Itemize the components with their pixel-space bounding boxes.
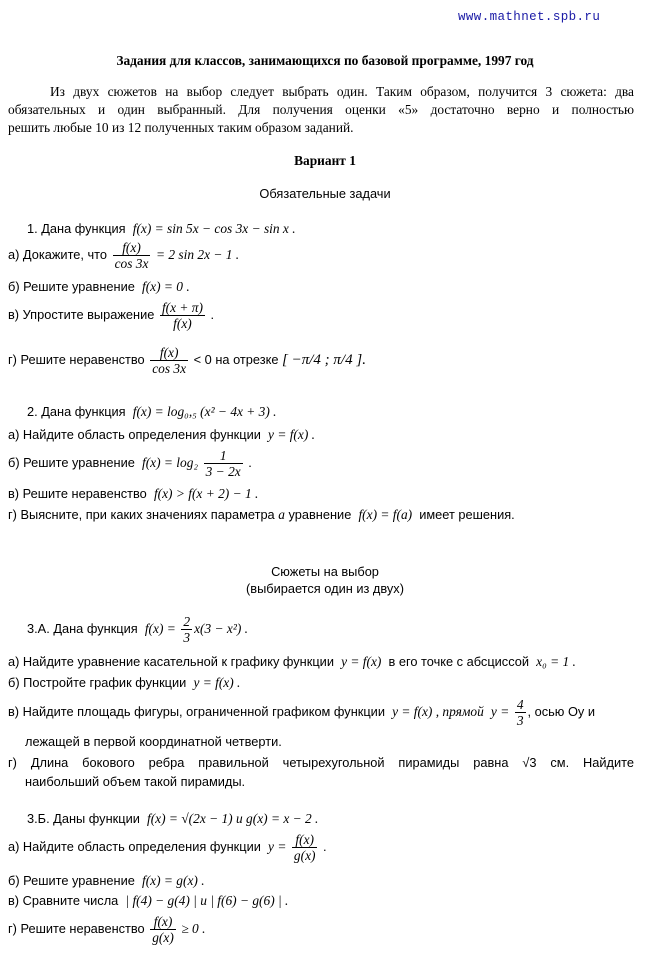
task3b-heading (27, 811, 318, 827)
task3b-a-text: а) Найдите область определения функции (8, 838, 261, 854)
task2-d-text: г) Выясните, при каких значениях параметра (8, 507, 275, 522)
task1-function: f(x) = sin 5x − cos 3x − sin x . (132, 221, 296, 236)
task2-d-param: a (278, 507, 285, 522)
task1-c-den: f(x) (173, 316, 192, 331)
task3a-c-rest: , осью Oy и (527, 703, 596, 719)
task3a-a-x0: x₀ = 1 . (536, 654, 576, 669)
variant-heading: Вариант 1 (294, 153, 356, 168)
page-title: Задания для классов, занимающихся по базовой программе, 1997 год (116, 53, 534, 68)
task2-b: б) Решите уравнение f(x) = log₂ $\frac{1}{3 - 2x}$ . (8, 448, 252, 479)
task2-b-fraction (204, 448, 243, 479)
intro-paragraph (8, 83, 634, 137)
task3a-b-formula: y = f(x) . (193, 675, 241, 690)
task2-b-formula: f(x) = log₂ (141, 454, 199, 470)
task2-b-num: 1 (204, 448, 243, 464)
task1-d-text: г) Решите неравенство (8, 351, 145, 367)
task2-d-formula: f(x) = f(a) (358, 507, 413, 522)
task3b-c-text: в) Сравните числа (8, 893, 119, 908)
task2-b-den: 3 − 2x (205, 464, 241, 479)
task3b-d-den: g(x) (152, 930, 174, 945)
task3a-fraction (181, 614, 192, 645)
task1-a (8, 240, 239, 271)
task3b-b-formula: f(x) = g(x) . (141, 873, 205, 888)
task2-c (8, 486, 258, 502)
task1-a-fraction (113, 240, 151, 271)
task1-c: в) Упростите выражение $\frac{f(x + \pi)}{f(x)}$ . (8, 300, 215, 331)
task1-a-rest: = 2 sin 2x − 1 . (155, 246, 240, 262)
task1-heading (27, 221, 296, 237)
task3a-a-formula: y = f(x) (341, 654, 382, 669)
task1-d-den: cos 3x (152, 361, 187, 376)
task3a-d-line2: наибольший объем такой пирамиды. (25, 774, 246, 789)
task3b-a-y: y = (268, 838, 287, 854)
task1-c-fraction (160, 300, 205, 331)
task3b-c (8, 893, 288, 909)
task1-c-num: f(x + π) (161, 300, 203, 315)
task3a-d-line1: г) Длина бокового ребра правильной четырехугольной пирамиды равна √3 см. Найдите (8, 755, 634, 770)
task3b-a: а) Найдите область определения функции y = $\frac{f(x)}{g(x)}$ . (8, 832, 327, 863)
task3a-b-text: б) Постройте график функции (8, 675, 187, 690)
task2-c-text: в) Решите неравенство (8, 486, 147, 501)
task3b-functions: f(x) = √(2x − 1) и g(x) = x − 2 . (147, 811, 319, 826)
task2-a (8, 427, 315, 443)
task3b-b-text: б) Решите уравнение (8, 873, 135, 888)
choice-heading: Сюжеты на выбор (271, 564, 379, 579)
task2-d-mid: уравнение (288, 507, 352, 522)
choice-subheading: (выбирается один из двух) (246, 581, 404, 596)
task3a-a (8, 654, 576, 670)
task2-d-end: имеет решения. (419, 507, 515, 522)
task1-label: 1. Дана функция (27, 221, 126, 236)
task3a-den: 3 (183, 630, 191, 645)
task1-b (8, 279, 190, 295)
task1-b-formula: f(x) = 0 . (141, 279, 190, 294)
task1-d-fraction (150, 345, 188, 376)
task2-d (8, 507, 515, 523)
task3b-label: 3.Б. Даны функции (27, 811, 140, 826)
task3a-f-right: x(3 − x²) . (194, 620, 249, 636)
task2-function: f(x) = log₀,₅ (x² − 4x + 3) . (132, 404, 277, 419)
intro-line-1: Из двух сюжетов на выбор следует выбрать один. Таким образом, получится 3 сюжета: два (50, 84, 634, 99)
task2-heading (27, 404, 277, 420)
task3a-f-left: f(x) = (144, 620, 176, 636)
task2-a-text: а) Найдите область определения функции (8, 427, 261, 442)
task3b-d-rest: ≥ 0 . (181, 920, 206, 936)
task2-label: 2. Дана функция (27, 404, 126, 419)
mandatory-heading: Обязательные задачи (259, 186, 391, 201)
task3a-b (8, 675, 240, 691)
task3a-c2: лежащей в первой координатной четверти. (25, 734, 282, 749)
task3a-c-num: 4 (516, 697, 524, 712)
task3a-c-y: y = (490, 703, 510, 719)
task2-c-formula: f(x) > f(x + 2) − 1 . (153, 486, 259, 501)
intro-line-2: обязательных и один выбранный. Для получения оценки «5» достаточно верно и полностью (8, 102, 634, 117)
task3b-d-text: г) Решите неравенство (8, 920, 145, 936)
site-url[interactable]: www.mathnet.spb.ru (458, 10, 601, 24)
task3b-d (8, 914, 205, 945)
intro-line-3: решить любые 10 из 12 полученных таким образом заданий. (8, 120, 354, 135)
task3a-a-text: а) Найдите уравнение касательной к графику функции (8, 654, 334, 669)
task3b-a-den: g(x) (293, 848, 316, 863)
task1-d-rest: < 0 на отрезке (193, 351, 279, 367)
task3a-a-rest: в его точке с абсциссой (388, 654, 530, 669)
task3a-heading (27, 614, 248, 645)
task2-b-text: б) Решите уравнение (8, 454, 135, 470)
task3b-d-num: f(x) (150, 914, 176, 930)
task3a-d (8, 753, 634, 791)
task2-a-formula: y = f(x) . (268, 427, 315, 442)
task1-c-text: в) Упростите выражение (8, 306, 155, 322)
task1-b-text: б) Решите уравнение (8, 279, 135, 294)
task1-a-den: cos 3x (114, 256, 149, 271)
task3b-a-num: f(x) (292, 832, 318, 848)
task1-d-num: f(x) (150, 345, 188, 361)
task1-a-num: f(x) (113, 240, 151, 256)
task1-d (8, 345, 366, 376)
task3b-b (8, 873, 205, 889)
task3b-d-fraction (150, 914, 176, 945)
task3a-c-fraction (515, 697, 526, 728)
task3a-c-formula: y = f(x) , прямой (392, 703, 484, 719)
task3a-c-den: 3 (516, 713, 524, 728)
task1-d-segment: [ −π/4 ; π/4 ]. (282, 351, 366, 368)
task3a-c-text: в) Найдите площадь фигуры, ограниченной графиком функции (8, 703, 385, 719)
task3b-c-formula: | f(4) − g(4) | и | f(6) − g(6) | . (125, 893, 289, 908)
task3a-c (8, 697, 595, 728)
task1-a-text: а) Докажите, что (8, 246, 108, 262)
task3b-a-fraction (292, 832, 318, 863)
task3a-num: 2 (183, 614, 191, 629)
task3a-label: 3.А. Дана функция (27, 620, 138, 636)
